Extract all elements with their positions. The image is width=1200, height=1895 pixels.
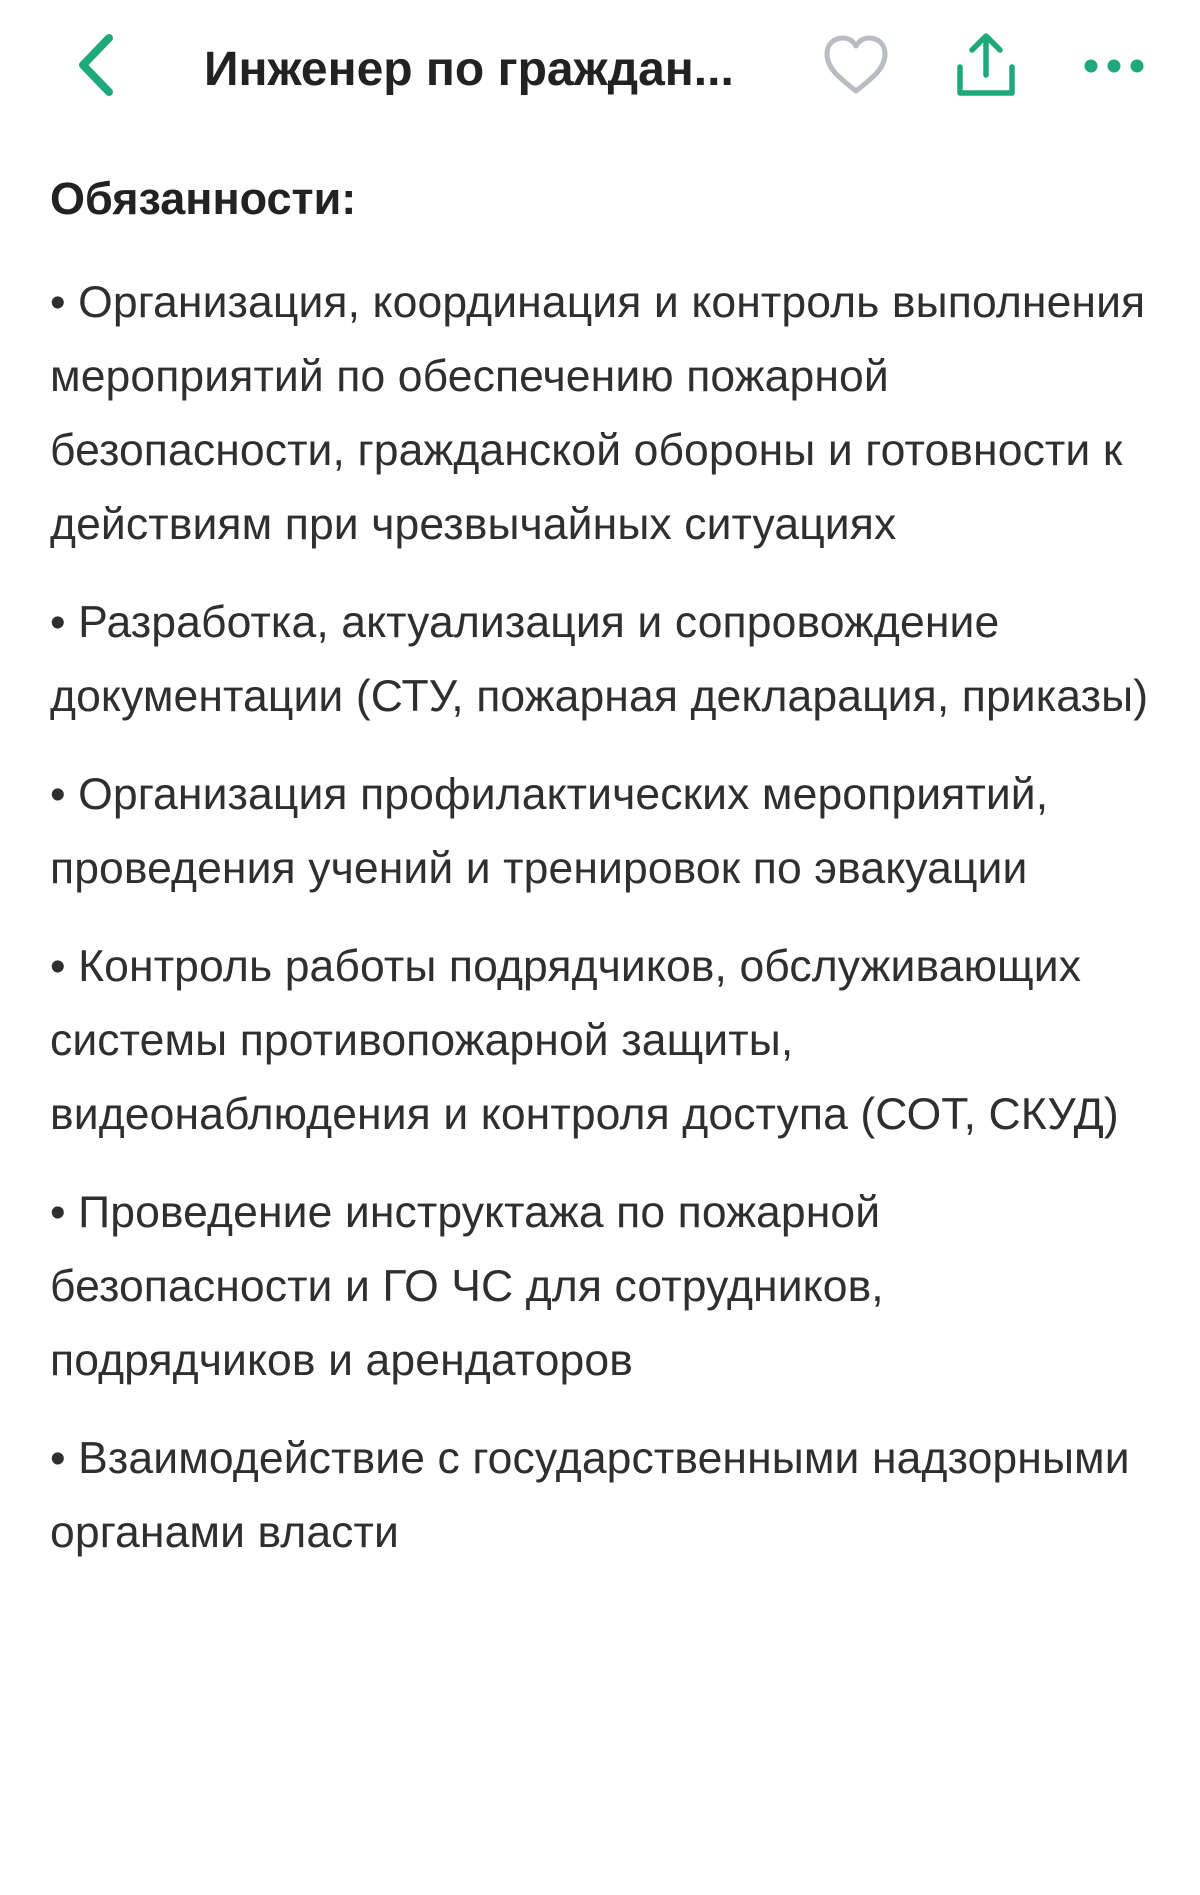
share-button[interactable] — [948, 26, 1024, 104]
duties-list — [50, 266, 1150, 1570]
chevron-left-icon — [73, 32, 117, 98]
section-heading: Обязанности: — [50, 173, 357, 224]
duty-item: • Организация, координация и контроль выполнения мероприятий по обеспечению пожарной безопасности, гражданской обороны и готовности к действиям при чрезвычайных ситуациях — [50, 278, 1146, 549]
page-title: Инженер по граждан... — [204, 43, 734, 96]
navigation-bar — [0, 0, 1200, 140]
duty-item: • Взаимодействие с государственными надзорными органами власти — [50, 1434, 1130, 1557]
back-button[interactable] — [60, 28, 130, 102]
duty-item: • Контроль работы подрядчиков, обслуживающих системы противопожарной защиты, видеонаблюдения и контроля доступа (СОТ, СКУД) — [50, 942, 1119, 1139]
more-options-button[interactable] — [1074, 36, 1154, 96]
share-upload-icon — [954, 31, 1018, 99]
vacancy-content — [50, 160, 1150, 1594]
heart-outline-icon — [821, 33, 891, 97]
more-dots-icon — [1083, 58, 1145, 74]
duty-item: • Организация профилактических мероприятий, проведения учений и тренировок по эвакуации — [50, 770, 1049, 893]
duty-item: • Проведение инструктажа по пожарной безопасности и ГО ЧС для сотрудников, подрядчиков и арендаторов — [50, 1188, 884, 1385]
duty-item: • Разработка, актуализация и сопровождение документации (СТУ, пожарная декларация, приказы) — [50, 598, 1149, 721]
favorite-button[interactable] — [818, 28, 894, 102]
